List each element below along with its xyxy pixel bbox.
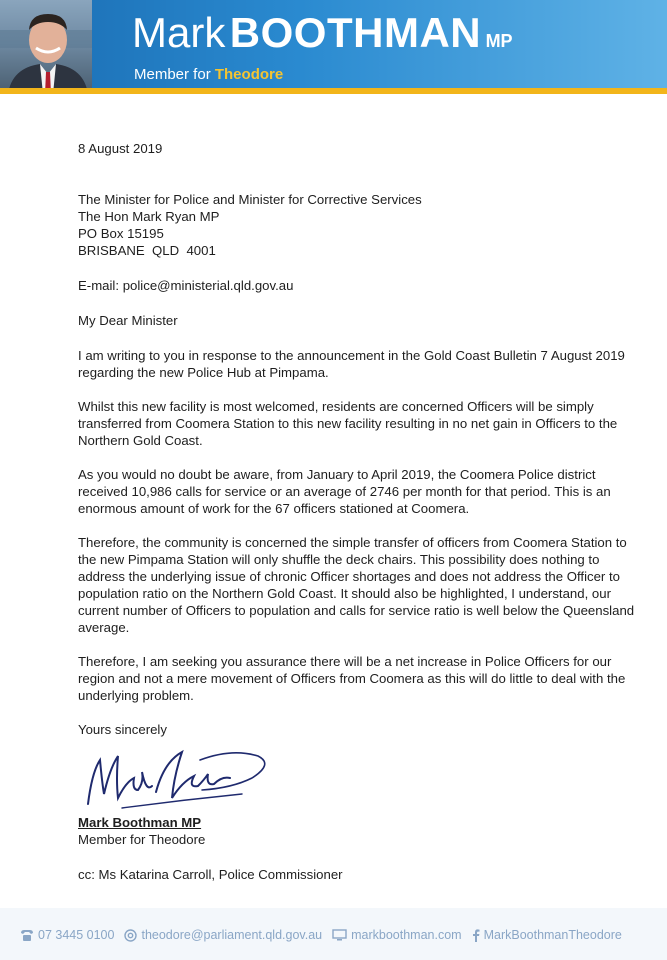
footer-email[interactable] bbox=[124, 928, 322, 942]
recipient-address bbox=[78, 191, 638, 259]
letterhead-name bbox=[132, 9, 513, 56]
letter-footer bbox=[0, 908, 667, 960]
mp-portrait-photo bbox=[0, 0, 92, 94]
signer-title: Member for Theodore bbox=[78, 832, 206, 847]
recipient-line: BRISBANE QLD 4001 bbox=[78, 243, 216, 258]
electorate-name: Theodore bbox=[214, 66, 284, 83]
closing: Yours sincerely bbox=[78, 722, 167, 737]
body-paragraph: Whilst this new facility is most welcomed, residents are concerned Officers will be simply transferred from Coomera Station to this new facility resulting in no net gain in Officers to the Northern Gold Coast. bbox=[78, 399, 618, 448]
footer-facebook[interactable] bbox=[472, 928, 622, 942]
letter-body bbox=[78, 140, 638, 883]
footer-email-text: theodore@parliament.qld.gov.au bbox=[141, 928, 323, 942]
banner-gold-stripe bbox=[0, 88, 667, 94]
body-paragraph: Therefore, I am seeking you assurance there will be a net increase in Police Officers for our region and not a mere movement of Officers from Coomera as this will do little to deal with the underlying problem. bbox=[78, 654, 626, 703]
recipient-line: The Minister for Police and Minister for Corrective Services bbox=[78, 192, 422, 207]
letterhead-member-line bbox=[134, 66, 283, 83]
footer-website-text: markboothman.com bbox=[351, 928, 462, 942]
portrait-icon bbox=[0, 0, 92, 94]
footer-facebook-text: MarkBoothmanTheodore bbox=[483, 928, 622, 942]
letterhead-banner bbox=[0, 0, 667, 94]
mp-first-name: Mark bbox=[132, 9, 226, 56]
footer-phone[interactable] bbox=[20, 928, 114, 942]
facebook-icon bbox=[472, 929, 480, 942]
monitor-icon bbox=[332, 929, 347, 941]
mp-suffix: MP bbox=[485, 31, 513, 51]
recipient-line: PO Box 15195 bbox=[78, 226, 164, 241]
signer-name: Mark Boothman MP bbox=[78, 815, 202, 830]
member-prefix: Member for bbox=[134, 66, 211, 83]
body-paragraph: Therefore, the community is concerned the simple transfer of officers from Coomera Station to the new Pimpama Station will only shuffle the deck chairs. This possibility does nothing to address the underlying issue of chronic Officer shortages and does not address the Officer to population ratio on the Northern Gold Coast. It should also be highlighted, I understand, our current number of Officers to population and calls for service ratio is well below the Queensland average. bbox=[78, 535, 635, 635]
letter-date: 8 August 2019 bbox=[78, 141, 163, 156]
mp-last-name: BOOTHMAN bbox=[229, 9, 482, 56]
body-paragraph: I am writing to you in response to the announcement in the Gold Coast Bulletin 7 August 2019 regarding the new Police Hub at Pimpama. bbox=[78, 348, 625, 380]
footer-phone-text: 07 3445 0100 bbox=[38, 928, 115, 942]
salutation: My Dear Minister bbox=[78, 313, 178, 328]
footer-website[interactable] bbox=[332, 928, 461, 942]
footer-contacts bbox=[20, 928, 657, 942]
recipient-line: The Hon Mark Ryan MP bbox=[78, 209, 220, 224]
body-paragraph: As you would no doubt be aware, from January to April 2019, the Coomera Police district received 10,986 calls for service or an average of 2746 per month for that period. This is an enormous amount of work for the 67 officers stationed at Coomera. bbox=[78, 467, 611, 516]
signature-image bbox=[82, 742, 277, 814]
at-sign-icon bbox=[124, 929, 137, 942]
cc-line: cc: Ms Katarina Carroll, Police Commissioner bbox=[78, 867, 343, 882]
recipient-email: E-mail: police@ministerial.qld.gov.au bbox=[78, 278, 294, 293]
phone-icon bbox=[20, 929, 34, 942]
